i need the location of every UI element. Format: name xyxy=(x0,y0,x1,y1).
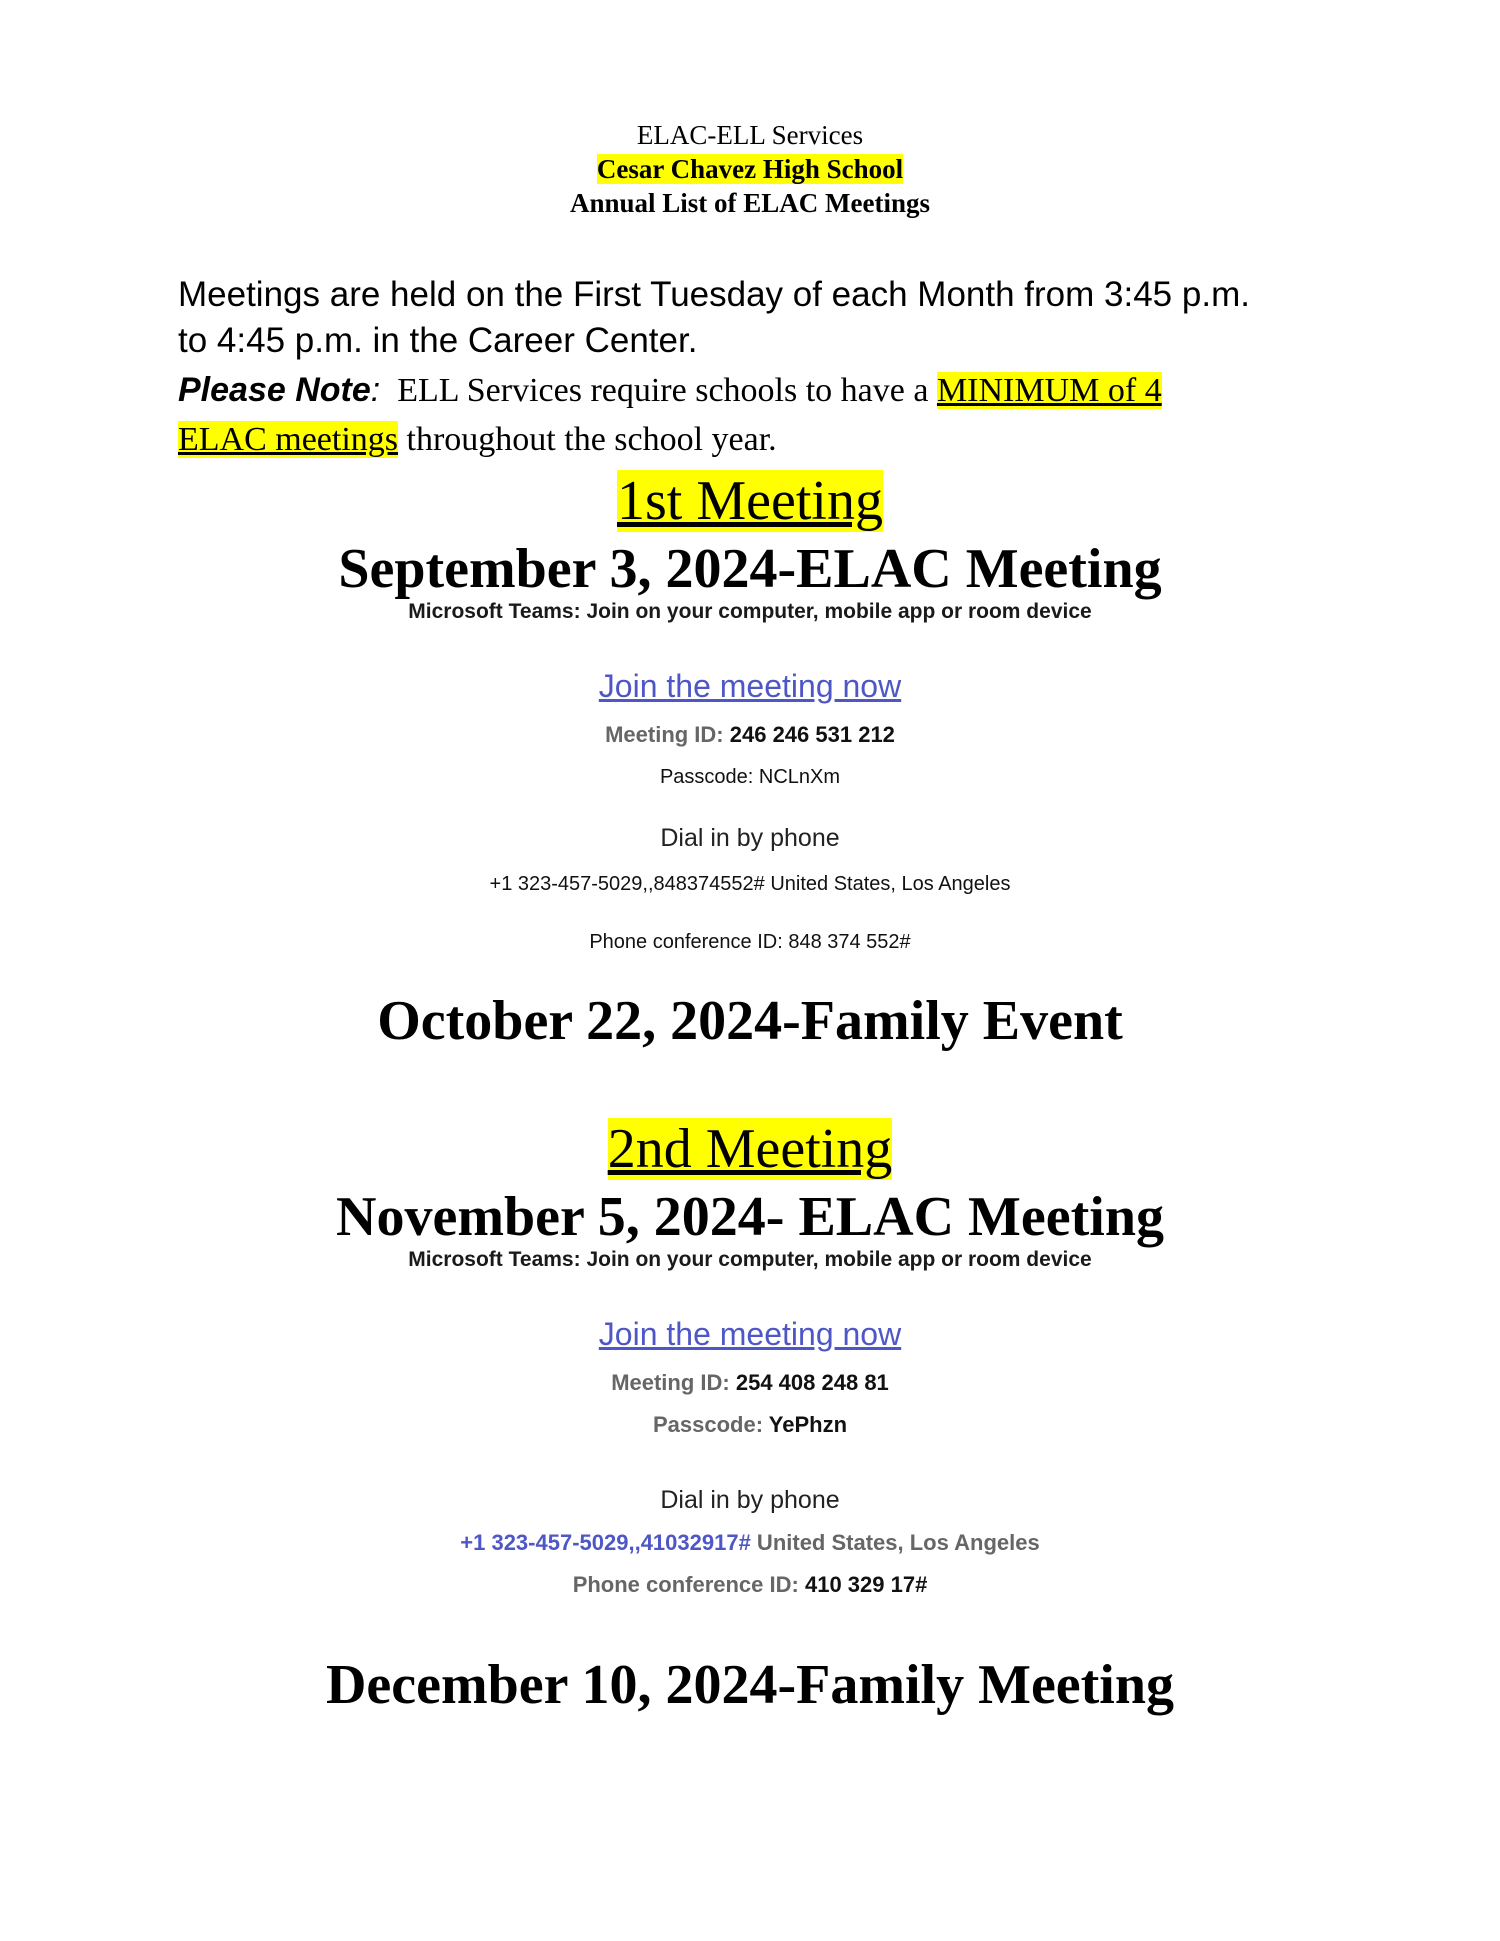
intro-line-2: to 4:45 p.m. in the Career Center. xyxy=(178,321,698,360)
meeting2-phone-location: United States, Los Angeles xyxy=(750,1530,1040,1555)
note-highlight-a: MINIMUM of 4 xyxy=(936,372,1162,409)
meeting1-label: 1st Meeting xyxy=(617,470,883,532)
note-highlight-b: ELAC meetings xyxy=(178,421,399,458)
meeting2-label-row xyxy=(0,1118,1500,1180)
meeting2-phone-link[interactable]: +1 323-457-5029,,41032917# xyxy=(460,1530,751,1555)
meeting2-passcode xyxy=(0,1410,1500,1440)
meeting2-label: 2nd Meeting xyxy=(607,1118,893,1180)
meeting2-join-row xyxy=(0,1314,1500,1354)
header-school-text: Cesar Chavez High School xyxy=(596,154,904,184)
meeting2-join-link[interactable]: Join the meeting now xyxy=(598,1316,902,1352)
meeting2-title: November 5, 2024- ELAC Meeting xyxy=(336,1186,1164,1248)
intro-line-1: Meetings are held on the First Tuesday of each Month from 3:45 p.m. xyxy=(178,275,1250,314)
meeting1-id-value: 246 246 531 212 xyxy=(729,722,895,747)
note-line-1 xyxy=(178,366,1338,415)
meeting1-teams-text: Microsoft Teams: Join on your computer, mobile app or room device xyxy=(408,600,1092,623)
meeting1-dial-label: Dial in by phone xyxy=(660,824,840,852)
header-school xyxy=(0,152,1500,186)
meeting1-join-row xyxy=(0,666,1500,706)
header-title: Annual List of ELAC Meetings xyxy=(569,188,931,218)
meeting2-dial-label: Dial in by phone xyxy=(660,1486,840,1514)
meeting1-id-key: Meeting ID: xyxy=(605,722,730,747)
meeting2-phone xyxy=(0,1528,1500,1558)
meeting1-phone: +1 323-457-5029,,848374552# United States, Los Angeles xyxy=(489,873,1011,895)
meeting2-passcode-value: YePhzn xyxy=(768,1412,848,1437)
note-tail: throughout the school year. xyxy=(398,421,777,458)
meeting2-id xyxy=(0,1368,1500,1398)
meeting1-conference-id: Phone conference ID: 848 374 552# xyxy=(589,931,911,953)
meeting1-label-row xyxy=(0,470,1500,532)
event2-title: December 10, 2024-Family Meeting xyxy=(325,1654,1175,1716)
meeting1-id xyxy=(0,720,1500,750)
note-line-2 xyxy=(178,416,1338,464)
note-colon: : xyxy=(370,371,381,409)
meeting2-passcode-key: Passcode: xyxy=(652,1412,769,1437)
meeting2-conf-value: 410 329 17# xyxy=(804,1572,928,1597)
note-text: ELL Services require schools to have a xyxy=(380,372,937,409)
meeting2-id-key: Meeting ID: xyxy=(611,1370,736,1395)
meeting1-passcode: Passcode: NCLnXm xyxy=(659,766,841,788)
meeting2-conf-key: Phone conference ID: xyxy=(572,1572,805,1597)
meeting2-id-value: 254 408 248 81 xyxy=(735,1370,889,1395)
meeting1-join-link[interactable]: Join the meeting now xyxy=(598,668,902,704)
header-department: ELAC-ELL Services xyxy=(636,120,864,150)
note-label: Please Note xyxy=(178,371,371,409)
meeting1-title: September 3, 2024-ELAC Meeting xyxy=(338,538,1162,600)
event1-title: October 22, 2024-Family Event xyxy=(377,990,1123,1052)
meeting2-teams-text: Microsoft Teams: Join on your computer, mobile app or room device xyxy=(408,1248,1092,1271)
meeting2-conference-id xyxy=(0,1570,1500,1600)
